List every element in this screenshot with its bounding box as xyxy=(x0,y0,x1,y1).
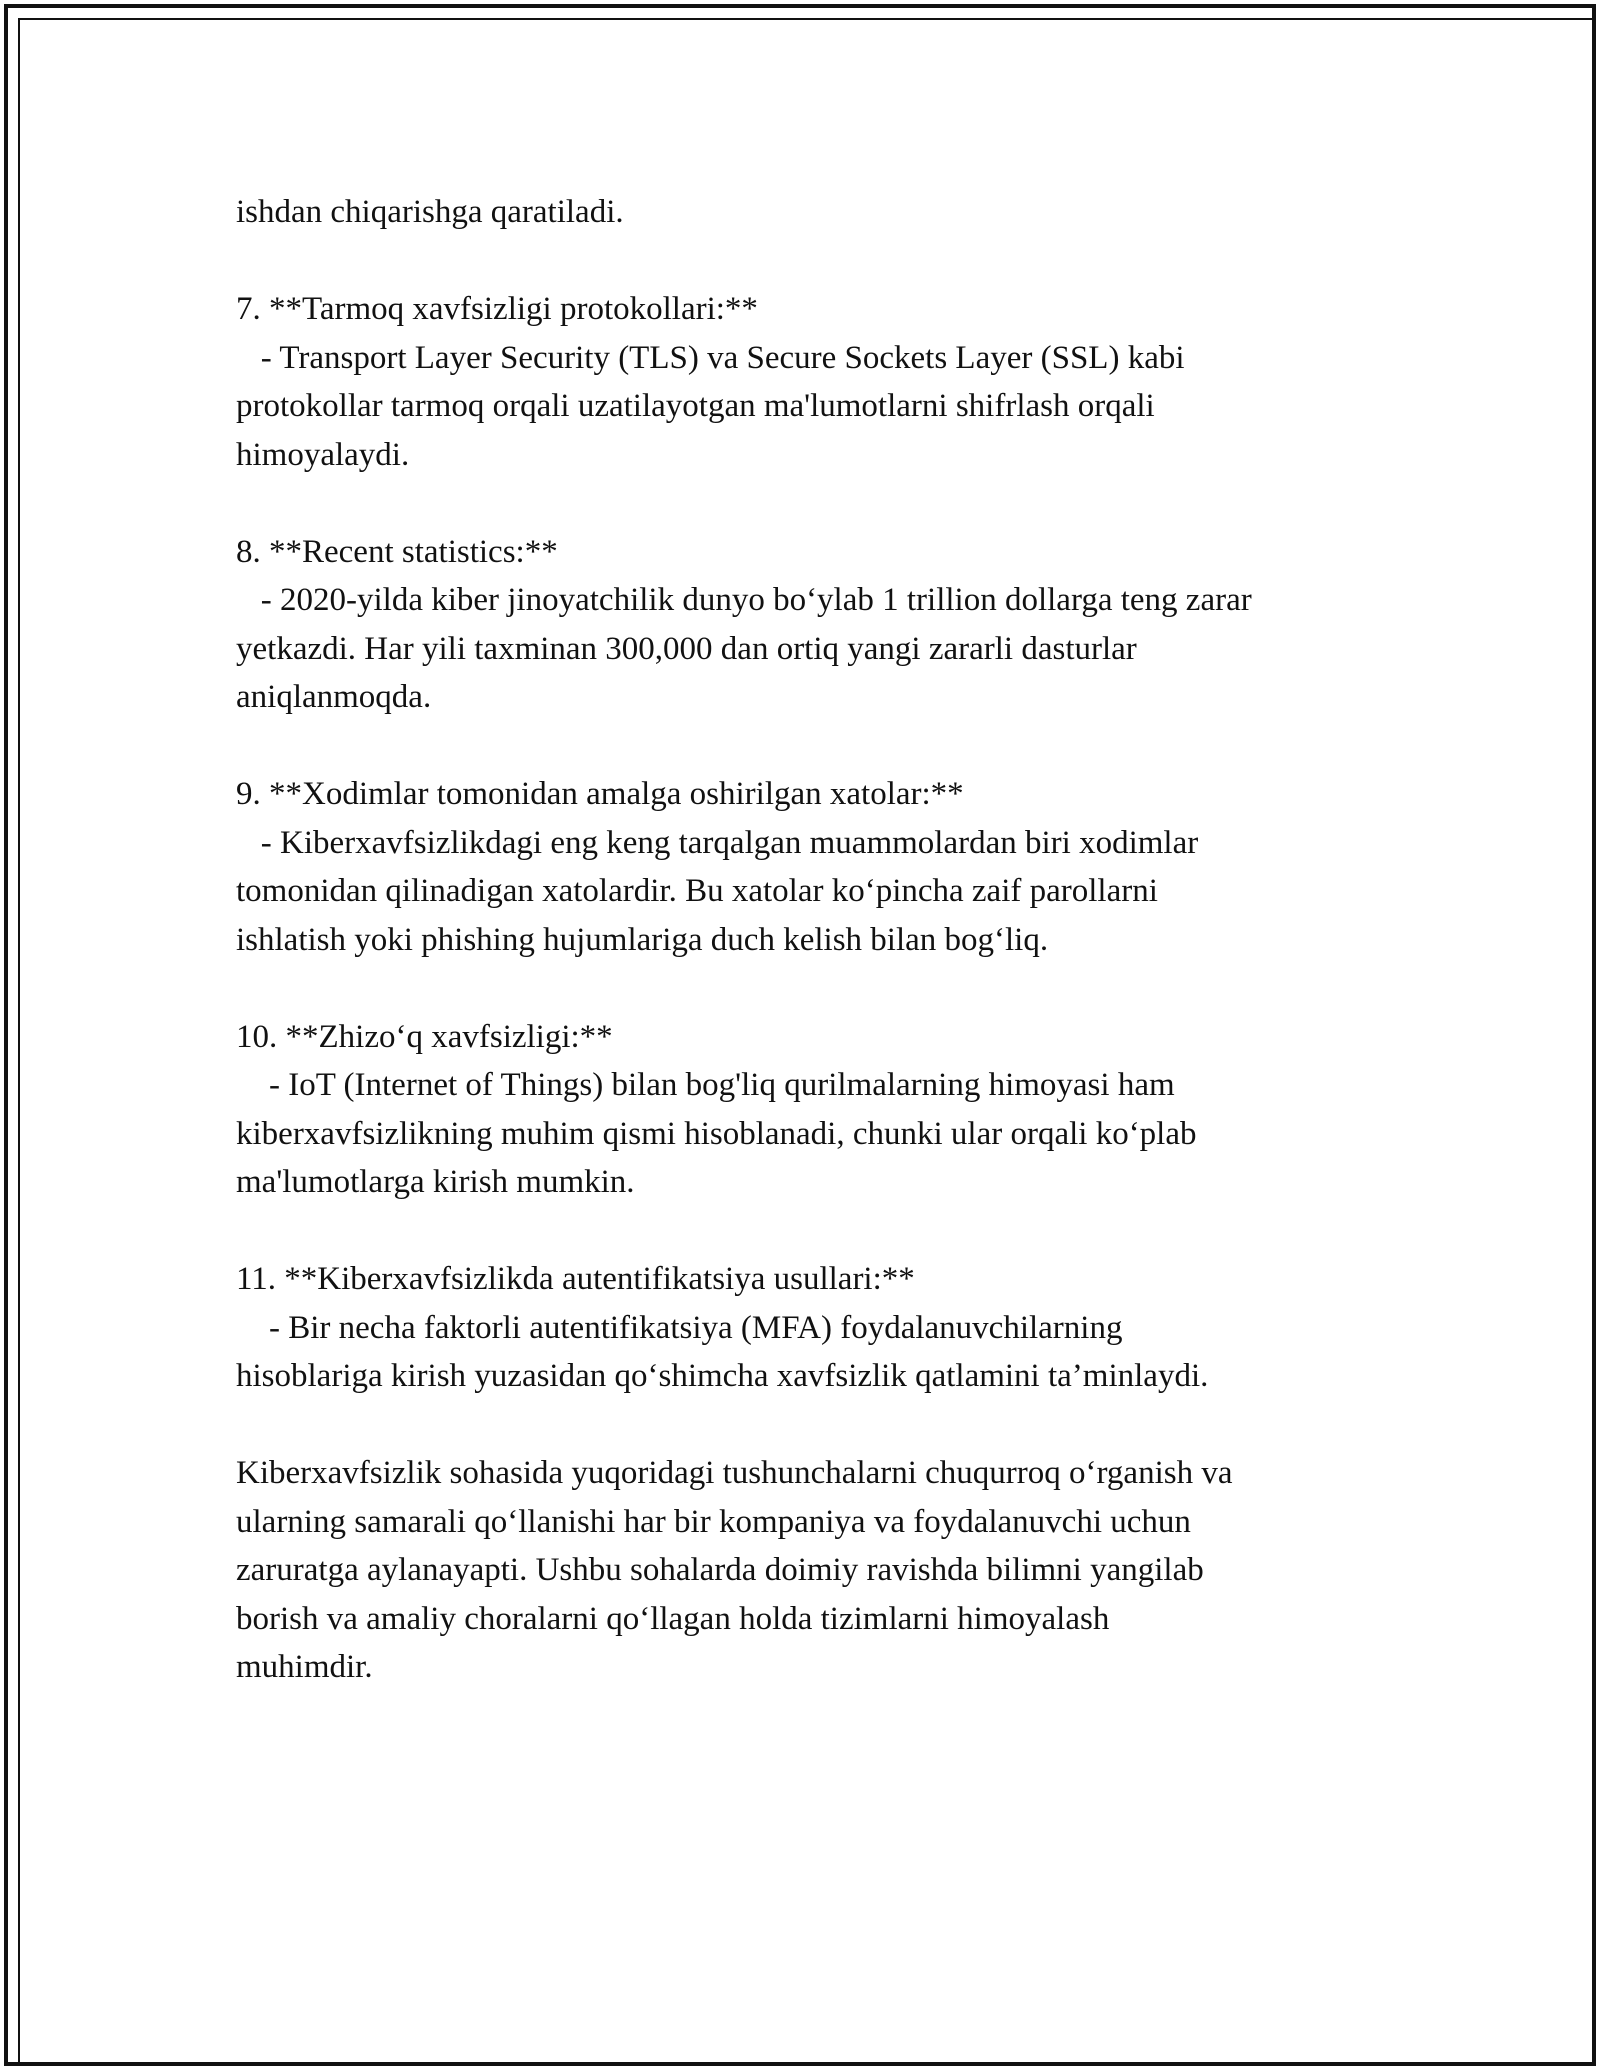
section-heading-8: 8. **Recent statistics:** xyxy=(236,533,558,570)
section-heading-7: 7. **Tarmoq xavfsizligi protokollari:** xyxy=(236,291,758,327)
text-line: protokollar tarmoq orqali uzatilayotgan ma'lumotlarni shifrlash orqali xyxy=(236,388,1155,424)
text-line: kiberxavfsizlikning muhim qismi hisoblanadi, chunki ular orqali ko‘plab xyxy=(236,1115,1197,1152)
blank-line xyxy=(236,964,1416,1013)
text-line: yetkazdi. Har yili taxminan 300,000 dan ortiq yangi zararli dasturlar xyxy=(236,630,1137,667)
text-line: ishlatish yoki phishing hujumlariga duch kelish bilan bog‘liq. xyxy=(236,921,1049,958)
conclusion-line: ularning samarali qo‘llanishi har bir kompaniya va foydalanuvchi uchun xyxy=(236,1503,1191,1540)
text-line: ishdan chiqarishga qaratiladi. xyxy=(236,194,624,230)
blank-line xyxy=(236,1401,1416,1450)
text-line: aniqlanmoqda. xyxy=(236,679,432,715)
text-line: himoyalaydi. xyxy=(236,436,410,473)
section-heading-11: 11. **Kiberxavfsizlikda autentifikatsiya usullari:** xyxy=(236,1261,915,1297)
text-line: tomonidan qilinadigan xatolardir. Bu xatolar ko‘pincha zaif parollarni xyxy=(236,873,1158,909)
document-body xyxy=(236,188,1416,1692)
text-line: - Transport Layer Security (TLS) va Secure Sockets Layer (SSL) kabi xyxy=(236,339,1185,376)
blank-line xyxy=(236,722,1416,771)
section-heading-9: 9. **Xodimlar tomonidan amalga oshirilgan xatolar:** xyxy=(236,776,964,812)
conclusion-line: zaruratga aylanayapti. Ushbu sohalarda doimiy ravishda bilimni yangilab xyxy=(236,1552,1204,1588)
text-line: ma'lumotlarga kirish mumkin. xyxy=(236,1164,635,1200)
text-line: hisoblariga kirish yuzasidan qo‘shimcha xavfsizlik qatlamini ta’minlaydi. xyxy=(236,1358,1209,1394)
text-line: - IoT (Internet of Things) bilan bog'liq qurilmalarning himoyasi ham xyxy=(236,1067,1175,1103)
blank-line xyxy=(236,479,1416,528)
text-line: - Kiberxavfsizlikdagi eng keng tarqalgan muammolardan biri xodimlar xyxy=(236,824,1199,861)
conclusion-line: muhimdir. xyxy=(236,1649,373,1685)
text-line: - 2020-yilda kiber jinoyatchilik dunyo bo‘ylab 1 trillion dollarga teng zarar xyxy=(236,582,1252,618)
blank-line xyxy=(236,237,1416,286)
section-heading-10: 10. **Zhizo‘q xavfsizligi:** xyxy=(236,1018,613,1055)
conclusion-line: Kiberxavfsizlik sohasida yuqoridagi tushunchalarni chuqurroq o‘rganish va xyxy=(236,1455,1233,1491)
text-line: - Bir necha faktorli autentifikatsiya (MFA) foydalanuvchilarning xyxy=(236,1309,1123,1346)
blank-line xyxy=(236,1207,1416,1256)
conclusion-line: borish va amaliy choralarni qo‘llagan holda tizimlarni himoyalash xyxy=(236,1600,1110,1637)
